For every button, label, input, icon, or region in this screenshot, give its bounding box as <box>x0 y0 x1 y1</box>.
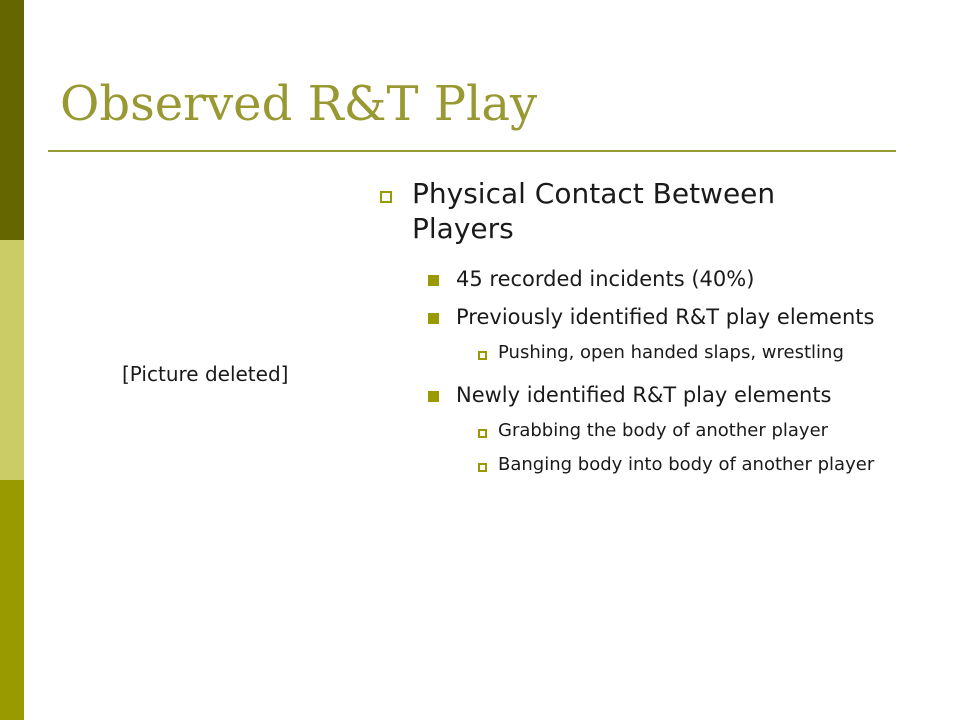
small-hollow-square-bullet-icon <box>478 429 487 438</box>
hollow-square-bullet-icon <box>380 191 392 203</box>
filled-square-bullet-icon <box>428 275 439 286</box>
filled-square-bullet-icon <box>428 391 439 402</box>
bullet-physical-contact <box>378 176 878 246</box>
sub-bullet-text: Pushing, open handed slaps, wrestling <box>498 342 844 363</box>
filled-square-bullet-icon <box>428 313 439 324</box>
picture-placeholder: [Picture deleted] <box>122 362 289 386</box>
bullet-heading-text: Physical Contact Between Players <box>412 177 776 245</box>
sub-bullet-text: Banging body into body of another player <box>498 454 875 475</box>
side-bar-olive <box>0 480 24 720</box>
small-hollow-square-bullet-icon <box>478 351 487 360</box>
side-bar-light <box>0 240 24 480</box>
bullet-content <box>378 176 878 486</box>
bullet-previous-elements <box>378 302 878 332</box>
side-bar-dark <box>0 0 24 240</box>
sub-bullet-banging <box>378 452 878 478</box>
slide-title: Observed R&T Play <box>60 76 538 132</box>
title-divider <box>48 150 896 152</box>
bullet-text: 45 recorded incidents (40%) <box>456 267 755 291</box>
sub-bullet-pushing <box>378 340 878 366</box>
bullet-recorded-incidents <box>378 264 878 294</box>
bullet-new-elements <box>378 380 878 410</box>
bullet-text: Previously identified R&T play elements <box>456 305 875 329</box>
sub-bullet-grabbing <box>378 418 878 444</box>
small-hollow-square-bullet-icon <box>478 463 487 472</box>
bullet-text: Newly identified R&T play elements <box>456 383 832 407</box>
sub-bullet-text: Grabbing the body of another player <box>498 420 829 441</box>
